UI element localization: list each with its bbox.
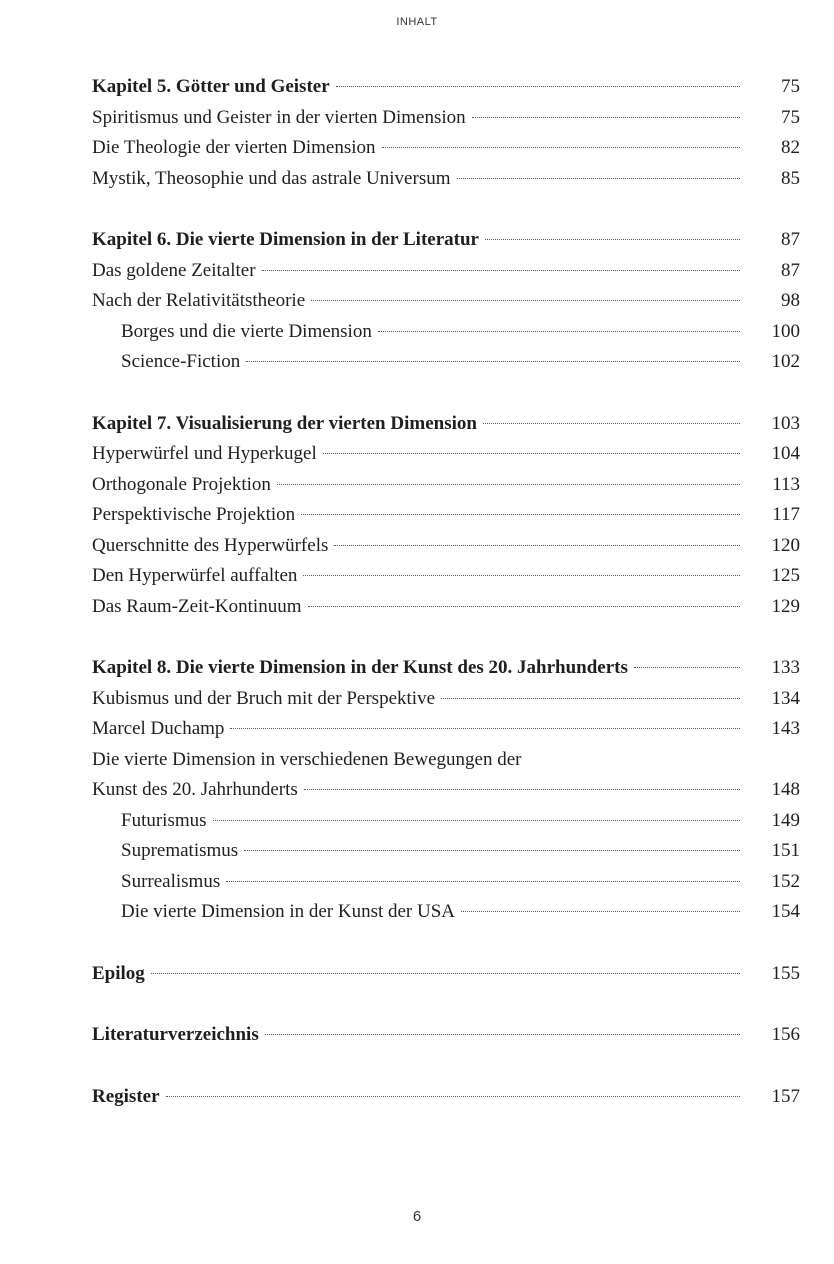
toc-entry-title: Futurismus (121, 809, 207, 831)
dot-leader (226, 881, 740, 882)
toc-chapter-entry[interactable] (92, 1020, 800, 1051)
toc-entry[interactable] (92, 500, 800, 531)
toc-entry-title: Register (92, 1085, 160, 1107)
toc-chapter-entry[interactable] (92, 225, 800, 256)
dot-leader (311, 300, 740, 301)
toc-entry-page: 151 (771, 840, 800, 861)
section-gap (92, 622, 800, 653)
section-gap (92, 194, 800, 225)
toc-entry-page: 117 (772, 504, 800, 525)
dot-leader (461, 911, 740, 912)
toc-entry-page: 155 (771, 962, 800, 984)
toc-entry-title: Kapitel 6. Die vierte Dimension in der Literatur (92, 229, 479, 250)
toc-entry-title: Den Hyperwürfel auffalten (92, 565, 298, 586)
toc-entry-page: 133 (771, 657, 800, 678)
toc-entry-title: Hyperwürfel und Hyperkugel (92, 443, 317, 464)
toc-entry-title: Orthogonale Projektion (92, 473, 271, 495)
toc-entry[interactable] (92, 439, 800, 470)
dot-leader (485, 239, 740, 240)
dot-leader (262, 270, 740, 271)
toc-entry-page: 157 (771, 1085, 800, 1107)
running-head: INHALT (396, 16, 438, 28)
dot-leader (213, 820, 740, 821)
dot-leader (323, 453, 740, 454)
toc-entry-title: Nach der Relativitätstheorie (92, 290, 306, 311)
toc-entry-title: Marcel Duchamp (92, 718, 225, 739)
toc-entry-title: Die vierte Dimension in verschiedenen Bewegungen der (92, 748, 522, 770)
dot-leader (472, 117, 740, 118)
toc-entry-page: 75 (781, 106, 800, 128)
toc-entry[interactable] (92, 836, 800, 867)
toc-entry-page: 149 (771, 809, 800, 831)
toc-entry[interactable] (92, 133, 800, 164)
toc-chapter-entry[interactable] (92, 409, 800, 440)
dot-leader (230, 728, 740, 729)
section-gap (92, 928, 800, 959)
toc-entry-page: 103 (771, 412, 800, 434)
dot-leader (336, 86, 740, 87)
toc-entry-title: Das goldene Zeitalter (92, 259, 256, 281)
toc-entry-page: 152 (771, 870, 800, 892)
toc-entry-page: 113 (772, 473, 800, 495)
toc-chapter-entry[interactable] (92, 653, 800, 684)
toc-entry-page: 102 (771, 351, 800, 372)
toc-entry-page: 75 (781, 76, 800, 97)
toc-entry[interactable] (92, 775, 800, 806)
toc-entry-page: 82 (781, 137, 800, 158)
toc-chapter-entry[interactable] (92, 72, 800, 103)
toc-entry[interactable] (92, 286, 800, 317)
toc-entry-title: Kunst des 20. Jahrhunderts (92, 779, 298, 800)
toc-entry-title: Kubismus und der Bruch mit der Perspektive (92, 687, 436, 709)
toc-entry-page: 120 (771, 534, 800, 556)
toc-entry[interactable] (92, 347, 800, 378)
dot-leader (483, 423, 740, 424)
toc-entry-title: Epilog (92, 962, 145, 984)
toc-entry-title: Kapitel 5. Götter und Geister (92, 76, 330, 97)
dot-leader (441, 698, 740, 699)
toc-entry-title: Die Theologie der vierten Dimension (92, 137, 376, 158)
toc-entry[interactable] (92, 317, 800, 348)
dot-leader (382, 147, 740, 148)
toc-entry-page: 104 (771, 443, 800, 464)
toc-entry[interactable] (92, 867, 800, 898)
toc-entry[interactable] (92, 684, 800, 715)
toc-entry-page: 87 (781, 229, 800, 250)
dot-leader (244, 850, 740, 851)
toc-entry-page: 148 (771, 779, 800, 800)
section-gap (92, 989, 800, 1020)
toc-entry-page: 85 (781, 167, 800, 189)
dot-leader (277, 484, 740, 485)
page-number: 6 (412, 1208, 422, 1225)
toc-entry-page: 100 (771, 320, 800, 342)
toc-entry-title: Kapitel 8. Die vierte Dimension in der Kunst des 20. Jahrhunderts (92, 657, 628, 678)
section-gap (92, 1051, 800, 1082)
table-of-contents (92, 72, 800, 1112)
toc-entry-page: 143 (771, 718, 800, 739)
dot-leader (166, 1096, 740, 1097)
dot-leader (303, 575, 740, 576)
dot-leader (246, 361, 740, 362)
section-gap (92, 378, 800, 409)
toc-entry[interactable] (92, 531, 800, 562)
toc-entry-title: Borges und die vierte Dimension (121, 320, 372, 342)
dot-leader (265, 1034, 740, 1035)
dot-leader (304, 789, 740, 790)
toc-entry-page: 87 (781, 259, 800, 281)
dot-leader (301, 514, 740, 515)
toc-entry-page: 156 (771, 1024, 800, 1045)
toc-entry-title: Suprematismus (121, 840, 239, 861)
toc-entry[interactable] (92, 806, 800, 837)
toc-entry-title: Mystik, Theosophie und das astrale Universum (92, 167, 451, 189)
toc-entry-title: Spiritismus und Geister in der vierten Dimension (92, 106, 466, 128)
dot-leader (378, 331, 740, 332)
toc-entry[interactable] (92, 592, 800, 623)
toc-entry-title: Literaturverzeichnis (92, 1024, 259, 1045)
toc-entry-page: 154 (771, 901, 800, 922)
toc-entry-title: Kapitel 7. Visualisierung der vierten Dimension (92, 412, 477, 434)
toc-entry-title: Surrealismus (121, 870, 221, 892)
toc-entry-title: Science-Fiction (121, 351, 241, 372)
toc-chapter-entry[interactable] (92, 959, 800, 990)
toc-entry[interactable] (92, 897, 800, 928)
toc-entry-page: 134 (771, 687, 800, 709)
toc-entry[interactable] (92, 164, 800, 195)
dot-leader (308, 606, 741, 607)
toc-entry-title: Die vierte Dimension in der Kunst der USA (121, 901, 456, 922)
toc-entry[interactable] (92, 103, 800, 134)
toc-entry-title: Querschnitte des Hyperwürfels (92, 534, 329, 556)
toc-entry-title: Das Raum-Zeit-Kontinuum (92, 595, 302, 617)
toc-entry-page: 125 (771, 565, 800, 586)
toc-entry[interactable] (92, 714, 800, 745)
toc-entry-page: 129 (771, 595, 800, 617)
toc-chapter-entry[interactable] (92, 1082, 800, 1113)
dot-leader (457, 178, 741, 179)
toc-entry-page: 98 (781, 290, 800, 311)
toc-entry[interactable] (92, 470, 800, 501)
toc-entry-title: Perspektivische Projektion (92, 504, 296, 525)
dot-leader (151, 973, 740, 974)
dot-leader (334, 545, 740, 546)
dot-leader (634, 667, 740, 668)
toc-entry[interactable] (92, 561, 800, 592)
toc-entry[interactable] (92, 745, 800, 776)
toc-entry[interactable] (92, 256, 800, 287)
